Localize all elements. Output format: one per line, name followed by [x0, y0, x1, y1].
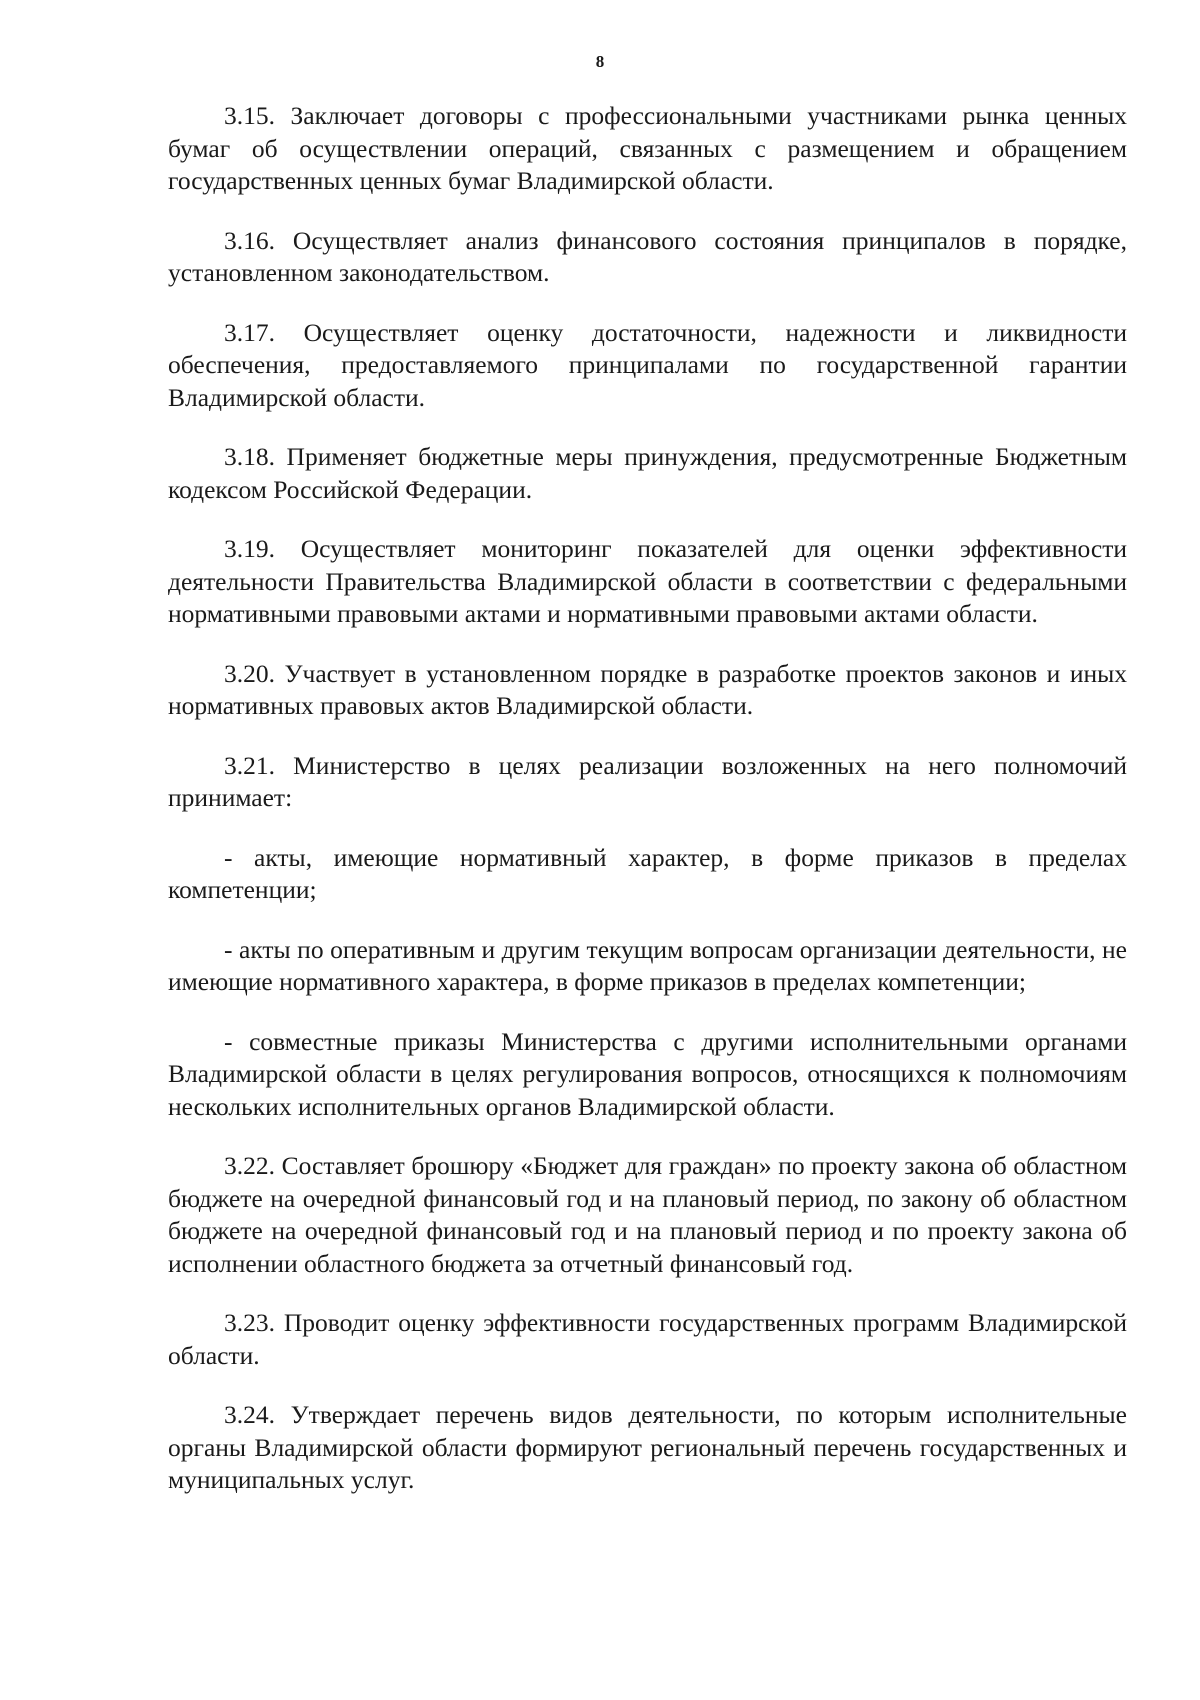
- paragraph-3-23: 3.23. Проводит оценку эффективности государственных программ Владимирской области.: [168, 1308, 1127, 1370]
- paragraph-3-24: 3.24. Утверждает перечень видов деятельности, по которым исполнительные органы Владимирской области формируют региональный перечень государственных и муниципальных услуг.: [168, 1400, 1127, 1494]
- paragraph-3-16: 3.16. Осуществляет анализ финансового состояния принципалов в порядке, установленном законодательством.: [168, 225, 1127, 287]
- paragraph-3-20: 3.20. Участвует в установленном порядке в разработке проектов законов и иных нормативных правовых актов Владимирской области.: [168, 658, 1127, 720]
- paragraph-3-21: 3.21. Министерство в целях реализации возложенных на него полномочий принимает:: [168, 750, 1127, 812]
- paragraph-3-17: 3.17. Осуществляет оценку достаточности, надежности и ликвидности обеспечения, предоставляемого принципалами по государственной гарантии Владимирской области.: [168, 317, 1127, 412]
- page-number: 8: [595, 52, 605, 71]
- paragraph-3-19: 3.19. Осуществляет мониторинг показателей для оценки эффективности деятельности Правительства Владимирской области в соответствии с федеральными нормативными правовыми актами и нормативными правовыми актами области.: [168, 534, 1127, 628]
- list-item-normative-acts: - акты, имеющие нормативный характер, в форме приказов в пределах компетенции;: [168, 842, 1127, 904]
- paragraph-3-22: 3.22. Составляет брошюру «Бюджет для граждан» по проекту закона об областном бюджете на очередной финансовый год и на плановый период, по закону об областном бюджете на очередной финансовый год и на плановый период и по проекту закона об исполнении областного бюджета за отчетный финансовый год.: [168, 1151, 1127, 1278]
- list-item-joint-orders: - совместные приказы Министерства с другими исполнительными органами Владимирской области в целях регулирования вопросов, относящихся к полномочиям нескольких исполнительных органов Владимирской области.: [168, 1026, 1127, 1121]
- paragraph-3-15: 3.15. Заключает договоры с профессиональными участниками рынка ценных бумаг об осуществлении операций, связанных с размещением и обращением государственных ценных бумаг Владимирской области.: [168, 101, 1127, 195]
- paragraph-3-18: 3.18. Применяет бюджетные меры принуждения, предусмотренные Бюджетным кодексом Российской Федерации.: [168, 442, 1127, 504]
- document-body: [168, 100, 1127, 1524]
- list-item-operational-acts: - акты по оперативным и другим текущим вопросам организации деятельности, не имеющие нормативного характера, в форме приказов в пределах компетенции;: [168, 934, 1127, 996]
